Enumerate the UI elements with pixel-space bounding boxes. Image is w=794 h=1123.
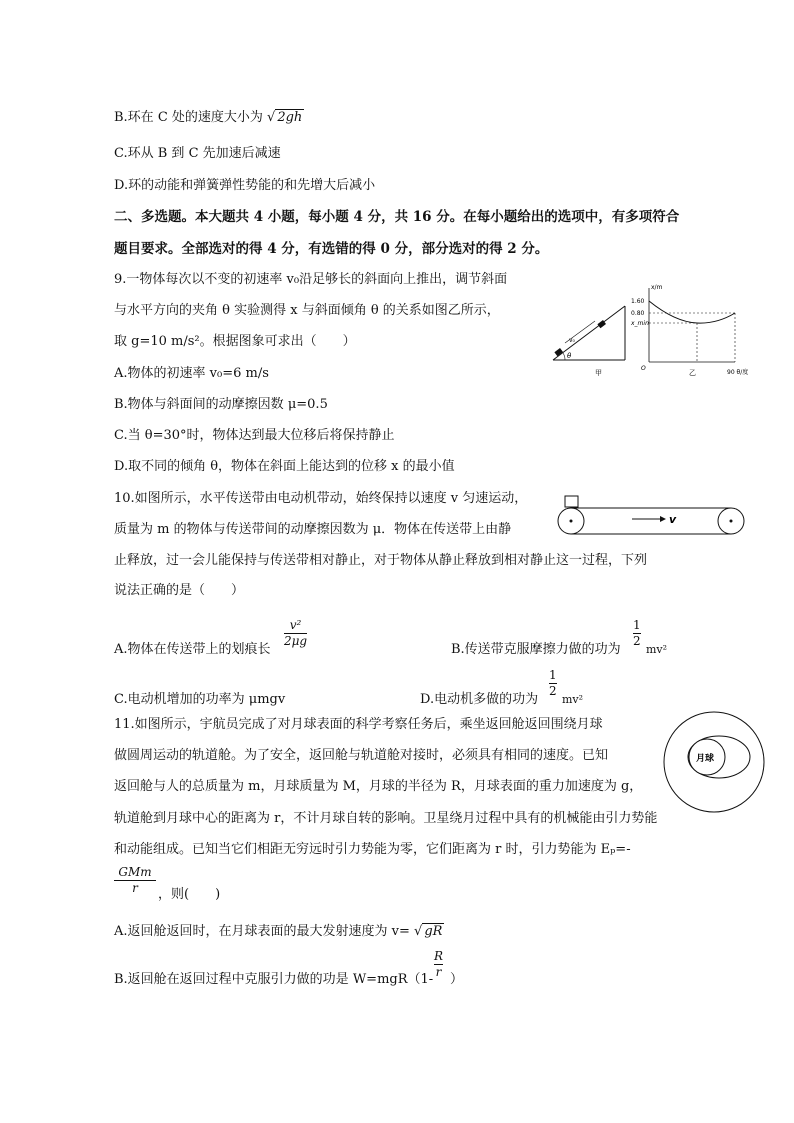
velocity-arrowhead <box>660 516 666 522</box>
tick-1-60: 1.60 <box>631 298 645 305</box>
q10-conveyor-figure <box>556 493 748 537</box>
q9-figure <box>545 282 765 378</box>
block-bottom <box>554 348 563 356</box>
q10-option-a: A.物体在传送带上的划痕长 <box>114 642 271 657</box>
origin-label: O <box>641 365 646 372</box>
q11-option-a: A.返回舱返回时，在月球表面的最大发射速度为 v= √ gR <box>114 924 443 939</box>
q11-option-b-suffix: ） <box>450 972 464 987</box>
q10-option-d-fraction: 1 2 <box>549 668 557 698</box>
tick-xmin: x_min <box>631 320 649 327</box>
moon-label: 月球 <box>696 754 715 764</box>
q11-option-b-fraction: R r <box>434 949 444 979</box>
q9-option-c: C.当 θ=30°时，物体达到最大位移后将保持静止 <box>114 428 395 443</box>
q9-option-d: D.取不同的倾角 θ，物体在斜面上能达到的位移 x 的最小值 <box>114 459 455 474</box>
q11-orbit-figure <box>662 710 766 814</box>
q10-stem-line3: 止释放，过一会儿能保持与传送带相对静止，对于物体从静止释放到相对静止这一过程，下列 <box>114 553 648 568</box>
q10-option-d-suffix: mv² <box>562 693 584 706</box>
q11-option-b: B.返回舱在返回过程中克服引力做的功是 W=mgR（1- <box>114 972 434 987</box>
q11-stem-line1: 11.如图所示，宇航员完成了对月球表面的科学考察任务后，乘坐返回舱返回围绕月球 <box>114 717 603 732</box>
q9-option-a: A.物体的初速率 v₀=6 m/s <box>114 366 269 381</box>
incline-slope <box>553 306 625 360</box>
left-pulley-axle <box>570 520 573 523</box>
sqrt-expression: √ 2gh <box>267 110 303 125</box>
q11-stem-line4: 轨道舱到月球中心的距离为 r，不计月球自转的影响。卫星绕月过程中具有的机械能由引力势能 <box>114 811 658 826</box>
incline-diagram <box>553 306 625 377</box>
q9-stem-line1: 9.一物体每次以不变的初速率 v₀沿足够长的斜面向上推出，调节斜面 <box>114 272 508 287</box>
q11-potential-fraction: GMm r <box>114 865 156 896</box>
q8-option-c: C.环从 B 到 C 先加速后减速 <box>114 146 281 161</box>
q10-option-b-suffix: mv² <box>646 643 668 656</box>
q10-option-a-fraction: v² 2μg <box>284 618 308 648</box>
q11-stem-line3: 返回舱与人的总质量为 m，月球质量为 M，月球的半径为 R，月球表面的重力加速度为 g， <box>114 779 643 794</box>
q9-stem-line3: 取 g=10 m/s²。根据图象可求出（ ） <box>114 334 356 349</box>
q10-stem-line2: 质量为 m 的物体与传送带间的动摩擦因数为 μ．物体在传送带上由静 <box>114 522 512 537</box>
q10-option-b-fraction: 1 2 <box>633 618 641 648</box>
x-theta-curve <box>649 301 735 323</box>
section-heading-line2: 题目要求。全部选对的得 4 分，有选错的得 0 分，部分选对的得 2 分。 <box>114 241 549 257</box>
q11-stem-line2: 做圆周运动的轨道舱。为了安全，返回舱与轨道舱对接时，必须具有相同的速度。已知 <box>114 748 609 763</box>
figure-label-yi: 乙 <box>689 369 696 377</box>
q9-option-b: B.物体与斜面间的动摩擦因数 μ=0.5 <box>114 397 328 412</box>
figure-label-jia: 甲 <box>595 369 602 377</box>
v0-label: v₀ <box>569 337 575 344</box>
sqrt-expression: √ gR <box>414 924 443 939</box>
q9-stem-line2: 与水平方向的夹角 θ 实验测得 x 与斜面倾角 θ 的关系如图乙所示， <box>114 303 500 318</box>
block-on-belt <box>565 496 578 507</box>
q10-stem-line4: 说法正确的是（ ） <box>114 583 245 598</box>
q10-stem-line1: 10.如图所示，水平传送带由电动机带动，始终保持以速度 v 匀速运动， <box>114 491 528 506</box>
x-axis-end-label: 90 θ/度 <box>727 369 749 376</box>
angle-arc <box>563 353 565 360</box>
q8-option-b: B.环在 C 处的速度大小为 √ 2gh <box>114 110 303 125</box>
q10-option-d: D.电动机多做的功为 <box>420 692 539 707</box>
velocity-label: v <box>669 513 677 526</box>
q10-option-c: C.电动机增加的功率为 μmgv <box>114 692 286 707</box>
q11-then: ，则( ) <box>158 887 221 902</box>
q8-option-d: D.环的动能和弹簧弹性势能的和先增大后减小 <box>114 178 376 193</box>
right-pulley-axle <box>730 520 733 523</box>
tick-0-80: 0.80 <box>631 310 645 317</box>
x-theta-graph <box>630 284 748 377</box>
section-heading-line1: 二、多选题。本大题共 4 小题，每小题 4 分，共 16 分。在每小题给出的选项中，有多项符合 <box>114 209 680 225</box>
q11-stem-line5: 和动能组成。已知当它们相距无穷远时引力势能为零，它们距离为 r 时，引力势能为 Eₚ=- <box>114 842 631 857</box>
y-axis-label: x/m <box>651 284 663 291</box>
q10-option-b: B.传送带克服摩擦力做的功为 <box>451 642 621 657</box>
theta-label: θ <box>567 352 572 360</box>
